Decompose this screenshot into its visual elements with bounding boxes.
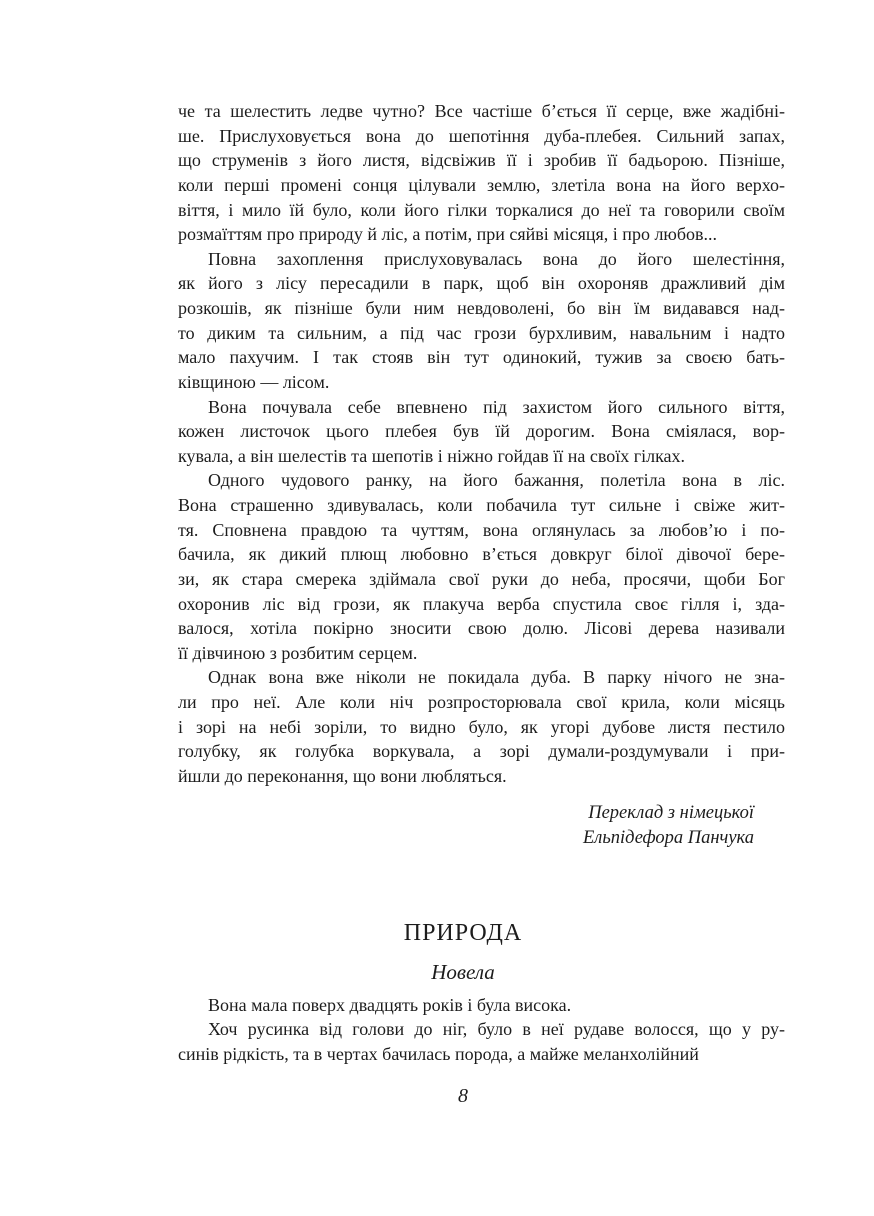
- text-block: [178, 99, 785, 1109]
- text-line: мало пахучим. І так стояв він тут одинокий, тужив за своєю бать-: [178, 347, 785, 368]
- text-line: Однак вона вже ніколи не покидала дуба. В парку нічого не зна-: [208, 667, 785, 688]
- text-line: Вона мала поверх двадцять років і була висока.: [208, 994, 572, 1015]
- text-line: і зорі на небі зоріли, то видно було, як угорі дубове листя пестило: [178, 716, 785, 737]
- text-line: валося, хотіла покірно зносити свою долю. Лісові дерева називали: [178, 618, 785, 639]
- text-line: кувала, а він шелестів та шепотів і ніжно гойдав її на своїх гілках.: [178, 445, 686, 466]
- text-line: віття, і мило їй було, коли його гілки торкалися до неї та говорили своїм: [178, 199, 785, 220]
- text-line: кожен листочок цього плебея був їй дорогим. Вона сміялася, вор-: [178, 421, 785, 442]
- text-line: коли перші промені сонця цілували землю, злетіла вона на його верхо-: [178, 174, 785, 195]
- text-line: ли про неї. Але коли ніч розпросторювала свої крила, коли місяць: [178, 692, 785, 712]
- text-line: то диким та сильним, а під час грози бурхливим, навальним і надто: [178, 322, 785, 343]
- page-number: 8: [458, 1085, 468, 1108]
- paragraph: [178, 247, 785, 395]
- text-line: розмаїттям про природу й ліс, а потім, при сяйві місяця, і про любов...: [178, 224, 718, 245]
- text-line: розкошів, як пізніше були ним невдоволені, бо він їм видавався над-: [178, 298, 785, 318]
- paragraph: [178, 99, 785, 247]
- text-line: синів рідкість, та в чертах бачилась порода, а майже меланхолійний: [178, 1043, 699, 1064]
- text-line: її дівчиною з розбитим серцем.: [178, 642, 418, 663]
- story-subtitle: Новела: [431, 959, 495, 984]
- text-line: ківщиною — лісом.: [178, 371, 330, 392]
- story-title: ПРИРОДА: [403, 919, 523, 946]
- text-line: охоронив ліс від грози, як плакуча верба спустила своє гілля і, зда-: [178, 593, 785, 614]
- text-line: зи, як стара смерека здіймала свої руки до неба, просячи, щоби Бог: [178, 568, 785, 589]
- text-line: голубку, як голубка воркувала, а зорі думали-роздумували і при-: [178, 741, 785, 762]
- paragraph: [178, 993, 785, 1018]
- text-line: Вона страшенно здивувалась, коли побачила тут сильне і свіже жит-: [178, 495, 785, 515]
- text-line: Ельпідефора Панчука: [582, 828, 754, 848]
- paragraph: [178, 468, 785, 665]
- story-opening-paragraphs: [178, 993, 785, 1067]
- paragraph: [178, 395, 785, 469]
- text-line: йшли до переконання, що вони любляться.: [178, 765, 507, 786]
- text-line: що струменів з його листя, відсвіжив її і зробив її бадьорою. Пізніше,: [178, 150, 785, 171]
- story-ending-paragraphs: [178, 99, 785, 789]
- paragraph: [178, 1017, 785, 1066]
- text-line: бачила, як дикий плющ любовно в’ється довкруг білої дівочої бере-: [178, 544, 785, 565]
- text-line: Одного чудового ранку, на його бажання, полетіла вона в ліс.: [208, 470, 785, 491]
- translation-attribution: [178, 801, 785, 852]
- text-line: Хоч русинка від голови до ніг, було в неї рудаве волосся, що у ру-: [208, 1019, 785, 1040]
- text-line: Вона почувала себе впевнено під захистом його сильного віття,: [208, 396, 785, 417]
- text-line: Повна захоплення прислуховувалась вона до його шелестіння,: [208, 248, 785, 269]
- text-line: тя. Сповнена правдою та чуттям, вона оглянулась за любов’ю і по-: [178, 519, 785, 540]
- paragraph: [178, 665, 785, 788]
- text-line: Переклад з німецької: [588, 802, 754, 823]
- text-line: як його з лісу пересадили в парк, щоб він охороняв дражливий дім: [178, 273, 785, 294]
- text-line: ше. Прислуховується вона до шепотіння дуба-плебея. Сильний запах,: [178, 125, 785, 146]
- text-line: че та шелестить ледве чутно? Все частіше б’ється її серце, вже жадібні-: [178, 101, 785, 121]
- story-heading: [178, 918, 748, 985]
